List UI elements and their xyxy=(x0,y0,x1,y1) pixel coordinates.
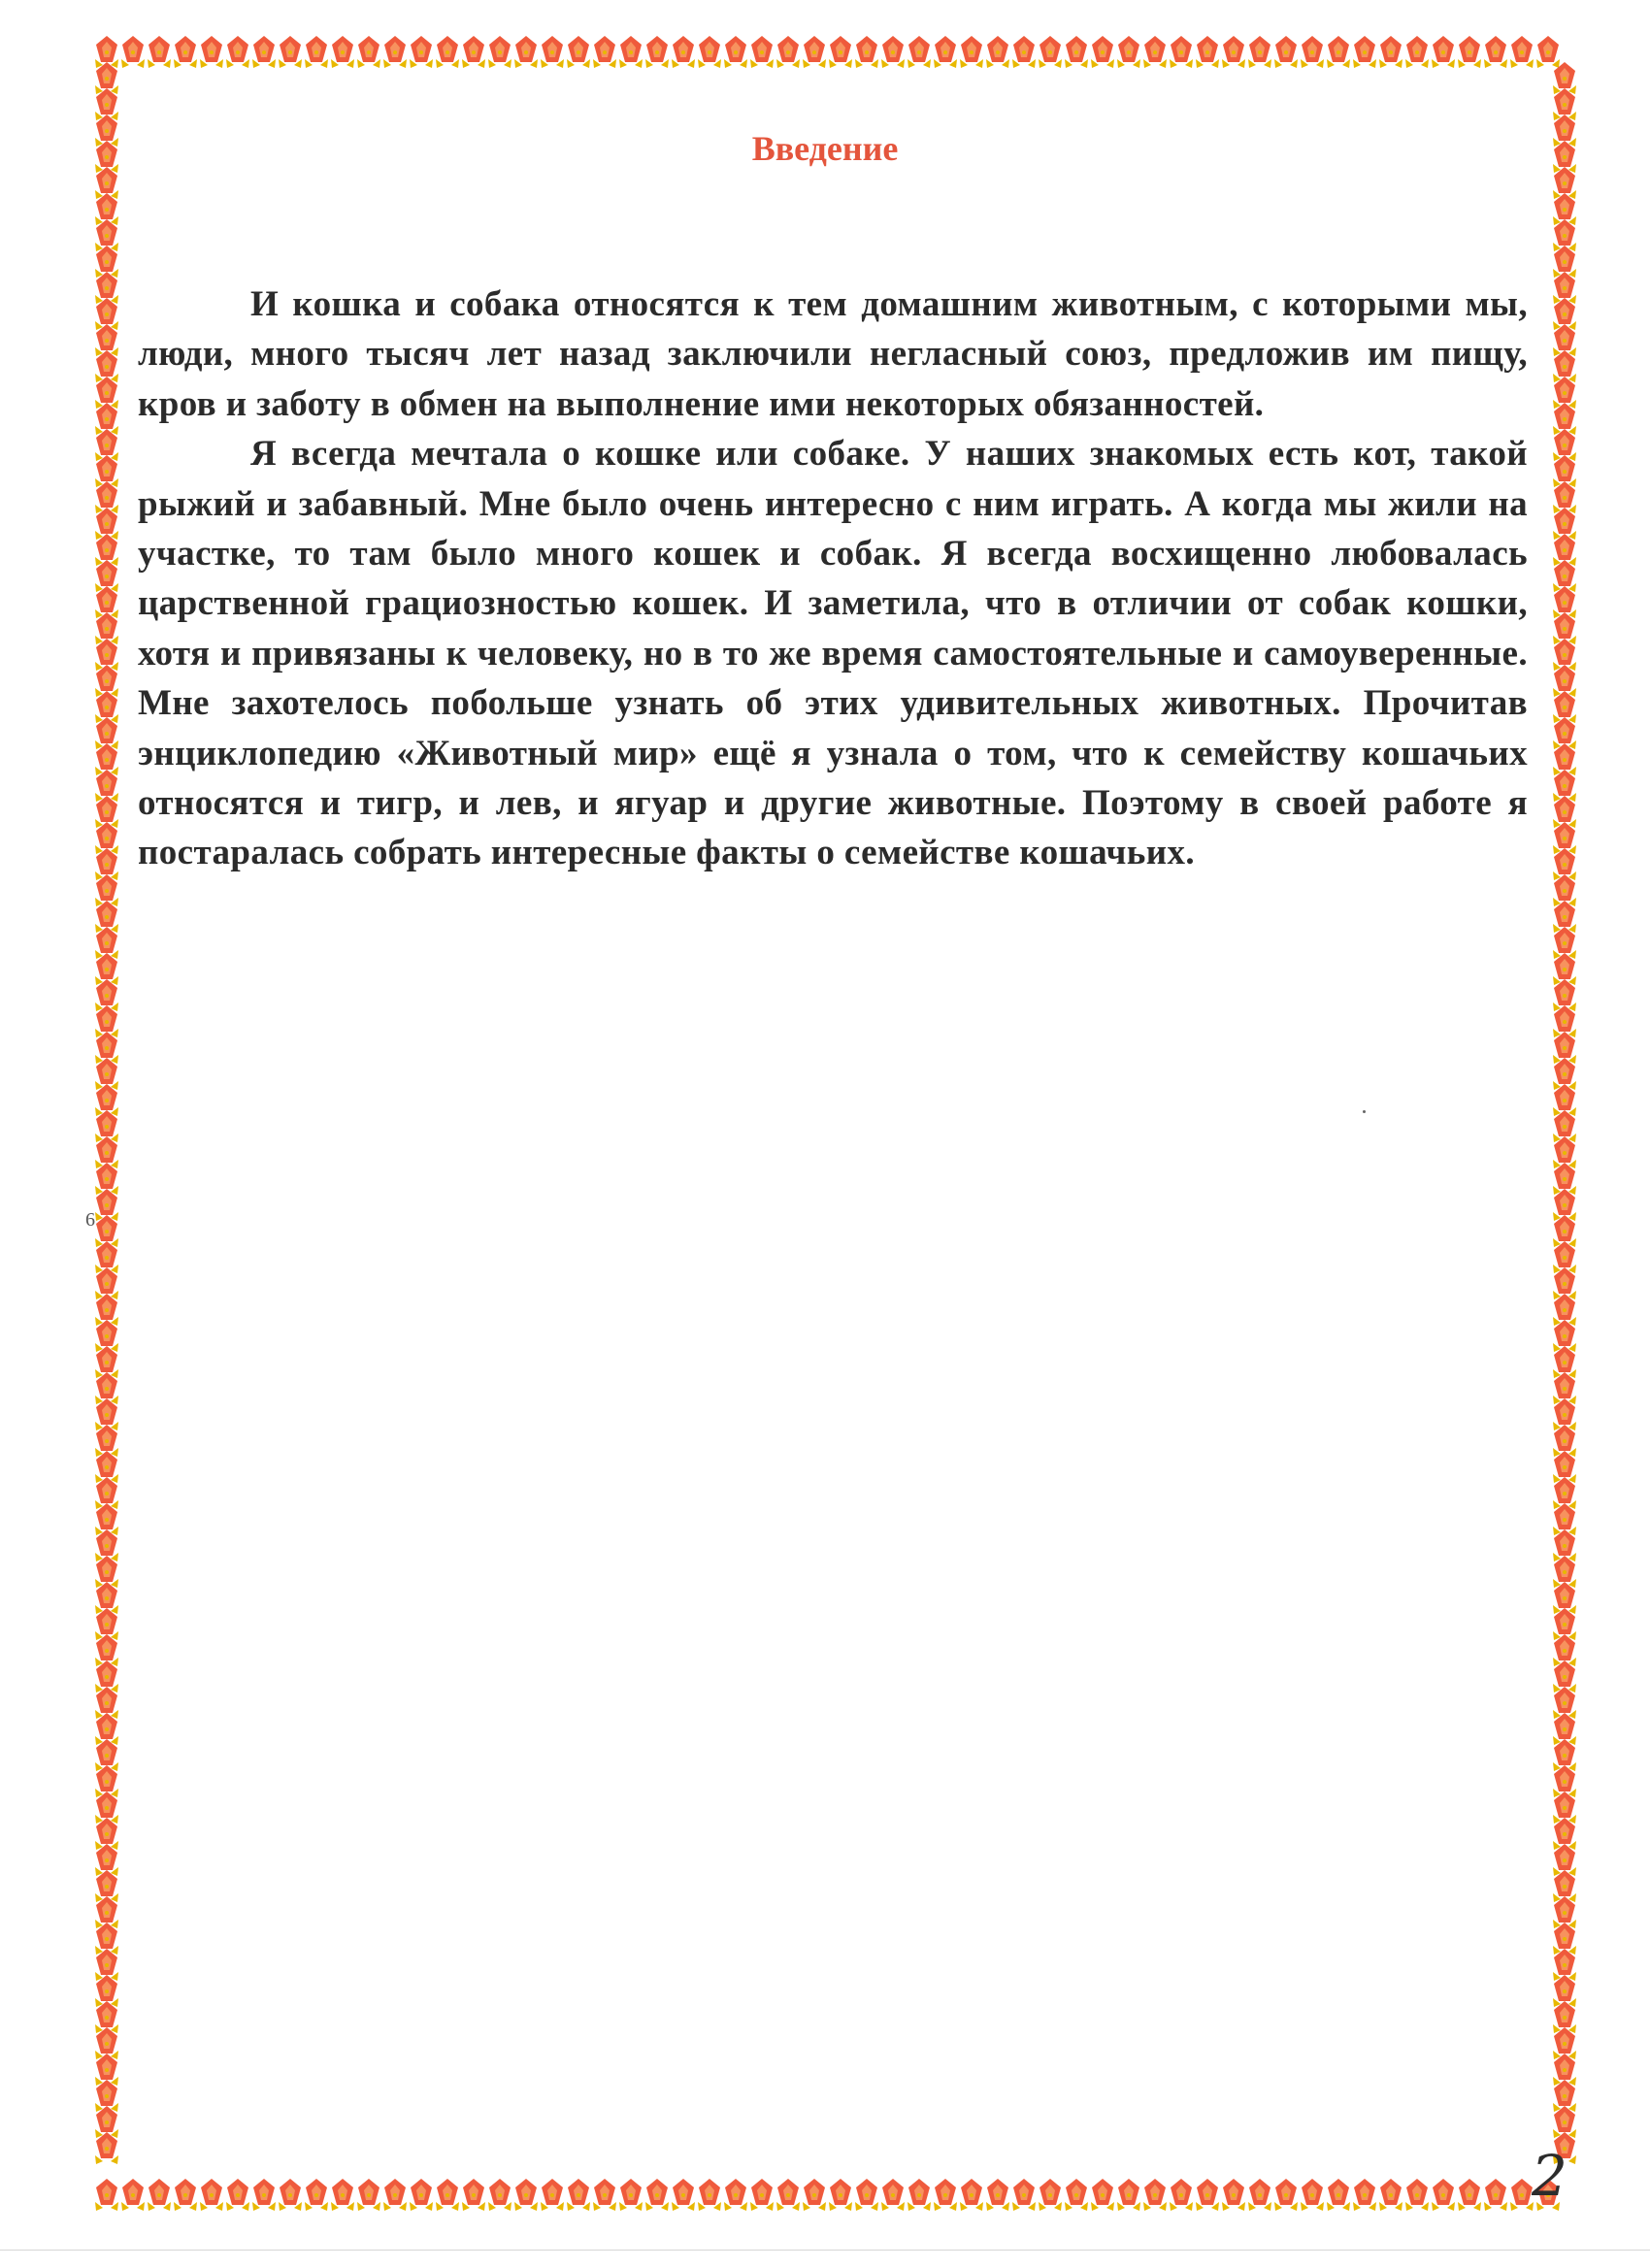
flower-border-icon xyxy=(750,2179,774,2211)
flower-border-icon xyxy=(331,36,354,68)
flower-border-icon xyxy=(1432,2179,1455,2211)
flower-border-icon xyxy=(226,2179,249,2211)
flower-border-icon xyxy=(357,2179,380,2211)
flower-border-icon xyxy=(567,2179,590,2211)
flower-border-icon xyxy=(383,36,407,68)
flower-border-icon xyxy=(121,36,145,68)
flower-border-icon xyxy=(148,36,171,68)
flower-border-icon xyxy=(200,2179,223,2211)
flower-border-icon xyxy=(1143,2179,1167,2211)
flower-border-icon xyxy=(1196,2179,1219,2211)
flower-border-icon xyxy=(383,2179,407,2211)
flower-border-icon xyxy=(1091,2179,1114,2211)
flower-border-icon xyxy=(95,2179,118,2211)
flower-border-icon xyxy=(908,36,931,68)
flower-border-icon xyxy=(829,36,852,68)
flower-border-icon xyxy=(541,2179,564,2211)
flower-border-icon xyxy=(1222,2179,1245,2211)
flower-border-icon xyxy=(1484,2179,1507,2211)
flower-border-icon xyxy=(488,2179,512,2211)
flower-border-icon xyxy=(698,36,721,68)
paragraph: Я всегда мечтала о кошке или собаке. У наших знакомых есть кот, такой рыжий и забавный. Мне было очень интересно с ним играть. А когда мы жили на участке, то там было много кошек и собак. Я всегда восхищенно любовалась царственной грациозностью кошек. И заметила, что в отличии от собак кошки, хотя и привязаны к человеку, но в то же время самостоятельные и самоуверенные. Мне захотелось побольше узнать об этих удивительных животных. Прочитав энциклопедию «Животный мир» ещё я узнала о том, что к семейству кошачьих относятся и тигр, и лев, и ягуар и другие животные. Поэтому в своей работе я постаралась собрать интересные факты о семействе кошачьих. xyxy=(138,434,1528,873)
flower-border-icon xyxy=(174,36,197,68)
flower-border-icon xyxy=(934,36,957,68)
flower-border-icon xyxy=(305,36,328,68)
flower-border-icon xyxy=(1353,2179,1376,2211)
flower-border-icon xyxy=(908,2179,931,2211)
flower-border-icon xyxy=(960,36,983,68)
flower-border-icon xyxy=(803,2179,826,2211)
flower-border-icon xyxy=(1405,36,1429,68)
flower-border-icon xyxy=(1012,2179,1036,2211)
flower-border-icon xyxy=(1196,36,1219,68)
flower-border-icon xyxy=(645,2179,669,2211)
flower-border-icon xyxy=(436,36,459,68)
page-title: Введение xyxy=(751,129,899,168)
flower-border-icon xyxy=(331,2179,354,2211)
flower-border-icon xyxy=(1432,36,1455,68)
flower-border-icon xyxy=(1012,36,1036,68)
flower-border-icon xyxy=(986,36,1009,68)
flower-border-icon xyxy=(1510,2179,1534,2211)
flower-border-icon xyxy=(279,2179,302,2211)
flower-border-icon xyxy=(95,2132,118,2164)
flower-border-icon xyxy=(1143,36,1167,68)
flower-border-icon xyxy=(593,2179,616,2211)
flower-border-icon xyxy=(881,2179,905,2211)
flower-border-icon xyxy=(1379,36,1402,68)
flower-border-icon xyxy=(672,36,695,68)
page-number: 2 xyxy=(1532,2143,1568,2209)
flower-border-icon xyxy=(1405,2179,1429,2211)
flower-border-icon xyxy=(855,2179,878,2211)
flower-border-icon xyxy=(1484,36,1507,68)
flower-border-icon xyxy=(436,2179,459,2211)
flower-border-icon xyxy=(252,36,276,68)
flower-border-icon xyxy=(803,36,826,68)
flower-border-icon xyxy=(226,36,249,68)
flower-border-icon xyxy=(1065,36,1088,68)
flower-border-icon xyxy=(1222,36,1245,68)
flower-border-icon xyxy=(121,2179,145,2211)
flower-border-icon xyxy=(1536,36,1560,68)
flower-border-icon xyxy=(1301,36,1324,68)
flower-border-icon xyxy=(1274,2179,1298,2211)
flower-border-icon xyxy=(593,36,616,68)
flower-border-icon xyxy=(462,2179,485,2211)
flower-border-icon xyxy=(619,36,643,68)
flower-border-icon xyxy=(1170,2179,1193,2211)
flower-border-icon xyxy=(1065,2179,1088,2211)
flower-border-icon xyxy=(1091,36,1114,68)
flower-border-icon xyxy=(410,36,433,68)
flower-border-icon xyxy=(619,2179,643,2211)
flower-border-icon xyxy=(1274,36,1298,68)
flower-border-icon xyxy=(776,2179,800,2211)
flower-border-icon xyxy=(1327,36,1350,68)
flower-border-icon xyxy=(1039,36,1062,68)
flower-border-icon xyxy=(1327,2179,1350,2211)
flower-border-icon xyxy=(462,36,485,68)
flower-border-icon xyxy=(934,2179,957,2211)
flower-border-icon xyxy=(1379,2179,1402,2211)
flower-border-icon xyxy=(488,36,512,68)
flower-border-icon xyxy=(698,2179,721,2211)
flower-border-icon xyxy=(960,2179,983,2211)
flower-border-icon xyxy=(829,2179,852,2211)
flower-border-icon xyxy=(724,36,747,68)
scan-edge-line xyxy=(0,2250,1650,2251)
body-text xyxy=(138,279,1528,878)
flower-border-icon xyxy=(1248,2179,1271,2211)
flower-border-icon xyxy=(1458,2179,1481,2211)
flower-border-icon xyxy=(776,36,800,68)
flower-border-icon xyxy=(279,36,302,68)
flower-border-icon xyxy=(750,36,774,68)
flower-border-icon xyxy=(881,36,905,68)
flower-border-icon xyxy=(252,2179,276,2211)
flower-border-icon xyxy=(645,36,669,68)
flower-border-icon xyxy=(1170,36,1193,68)
flower-border-icon xyxy=(410,2179,433,2211)
scan-speck xyxy=(1363,1110,1366,1113)
flower-border-icon xyxy=(986,2179,1009,2211)
flower-border-icon xyxy=(1353,36,1376,68)
flower-border-icon xyxy=(1117,2179,1140,2211)
flower-border-icon xyxy=(1458,36,1481,68)
flower-border-icon xyxy=(1510,36,1534,68)
flower-border-icon xyxy=(855,36,878,68)
flower-border-icon xyxy=(514,36,538,68)
flower-border-icon xyxy=(1248,36,1271,68)
flower-border-icon xyxy=(357,36,380,68)
flower-border-icon xyxy=(305,2179,328,2211)
flower-border-icon xyxy=(541,36,564,68)
flower-border-icon xyxy=(1039,2179,1062,2211)
flower-border-icon xyxy=(567,36,590,68)
flower-border-icon xyxy=(148,2179,171,2211)
margin-mark: 6 xyxy=(85,1209,95,1231)
flower-border-icon xyxy=(672,2179,695,2211)
flower-border-icon xyxy=(724,2179,747,2211)
paragraph: И кошка и собака относятся к тем домашним животным, с которыми мы, люди, много тысяч лет назад заключили негласный союз, предложив им пищу, кров и заботу в обмен на выполнение ими некоторых обязанностей. xyxy=(138,284,1528,424)
flower-border-icon xyxy=(1301,2179,1324,2211)
flower-border-icon xyxy=(200,36,223,68)
flower-border-icon xyxy=(174,2179,197,2211)
flower-border-icon xyxy=(1117,36,1140,68)
flower-border-icon xyxy=(514,2179,538,2211)
